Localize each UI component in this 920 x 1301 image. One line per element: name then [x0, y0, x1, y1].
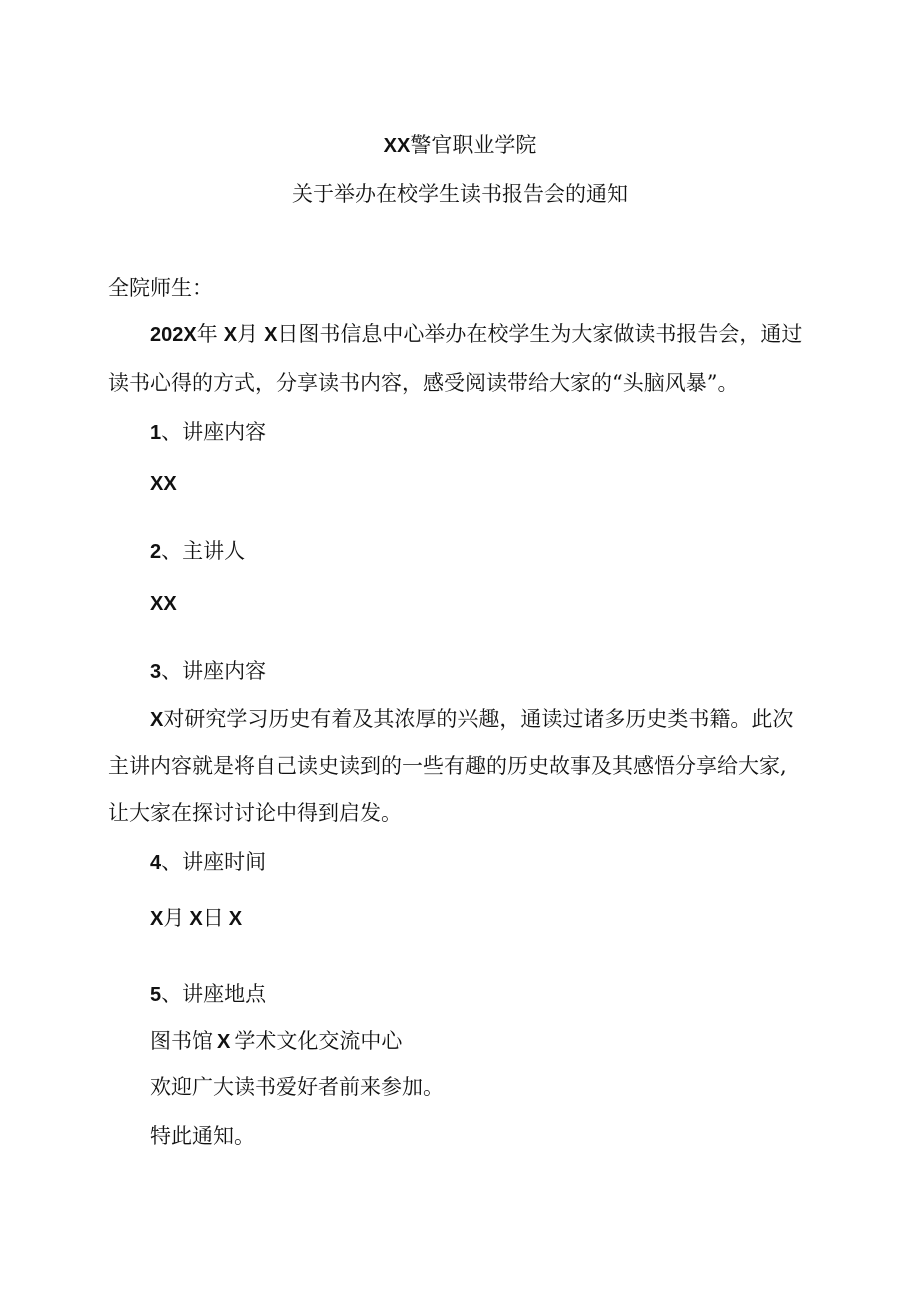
intro-line-2: 读书心得的方式，分享读书内容，感受阅读带给大家的“头脑风暴”。: [108, 371, 739, 395]
section-3-number: 3: [150, 661, 162, 683]
section-4-number: 4: [150, 852, 162, 874]
section-3-body-line-3: 让大家在探讨讨论中得到启发。: [108, 801, 402, 825]
section-2-number: 2: [150, 541, 162, 563]
section-3-title: 、讲座内容: [161, 659, 267, 683]
section-3-body-line-1: [150, 705, 793, 734]
section-3-body-text: 对研究学习历史有着及其浓厚的兴趣，通读过诸多历史类书籍。此次: [163, 707, 794, 731]
time-day-unit: 日: [202, 906, 224, 930]
intro-month: X: [223, 324, 238, 346]
section-1-number: 1: [150, 422, 162, 444]
section-3-body-line-2: 主讲内容就是将自己读史读到的一些有趣的历史故事及其感悟分享给大家,: [108, 754, 787, 778]
closing-end: 特此通知。: [150, 1124, 255, 1148]
intro-text: 日图书信息中心举办在校学生为大家做读书报告会，通过: [277, 322, 803, 346]
school-name-text: 警官职业学院: [410, 133, 537, 157]
time-day: X: [189, 908, 203, 930]
time-month: X: [150, 908, 164, 930]
school-name: [0, 131, 920, 160]
section-5-value: [150, 1027, 402, 1056]
section-3-heading: [150, 657, 266, 686]
section-5-title: 、讲座地点: [161, 982, 267, 1006]
section-4-title: 、讲座时间: [161, 850, 267, 874]
intro-year-unit: 年: [196, 322, 218, 346]
intro-line-1: [150, 320, 802, 349]
notice-title: 关于举办在校学生读书报告会的通知: [292, 182, 628, 206]
section-4-heading: [150, 848, 266, 877]
place-text-2: 学术文化交流中心: [234, 1029, 403, 1053]
section-1-title: 、讲座内容: [161, 420, 267, 444]
section-1-heading: [150, 418, 266, 447]
time-month-unit: 月: [163, 906, 185, 930]
intro-day: X: [264, 324, 278, 346]
salutation: 全院师生：: [108, 276, 213, 300]
time-hour: X: [228, 908, 243, 930]
section-2-title: 、主讲人: [161, 539, 246, 563]
intro-month-unit: 月: [237, 322, 259, 346]
section-2-heading: [150, 537, 245, 566]
school-name-latin: XX: [383, 135, 411, 157]
section-3-body-lead: X: [150, 709, 164, 731]
section-4-value: [150, 904, 242, 933]
place-code: X: [217, 1031, 231, 1053]
closing-welcome: 欢迎广大读书爱好者前来参加。: [150, 1075, 444, 1099]
place-text-1: 图书馆: [150, 1029, 213, 1053]
section-1-value: XX: [150, 473, 177, 495]
section-2-value: XX: [150, 593, 177, 615]
section-5-number: 5: [150, 984, 162, 1006]
section-5-heading: [150, 980, 266, 1009]
intro-year: 202X: [150, 324, 197, 346]
